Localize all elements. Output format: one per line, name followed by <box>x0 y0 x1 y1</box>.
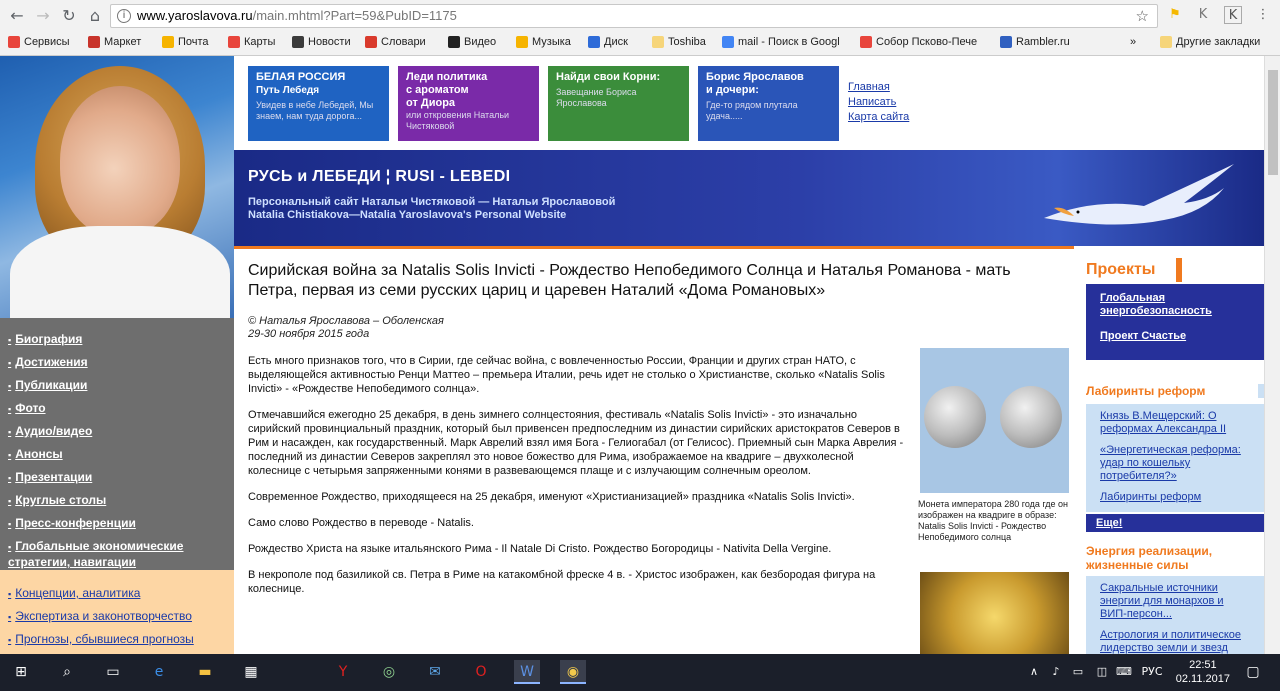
bookmark-item[interactable] <box>1130 34 1136 50</box>
menu-item[interactable]: ▪ Презентации <box>0 470 234 486</box>
energy-link[interactable]: Астрология и политическое лидерство земли и звезд <box>1100 629 1241 654</box>
menu-item[interactable]: ▪ Круглые столы <box>0 493 234 509</box>
page-scrollbar[interactable] <box>1264 56 1280 654</box>
home-icon[interactable]: ⌂ <box>89 6 101 25</box>
bookmark-item[interactable] <box>365 34 426 50</box>
volume-icon[interactable]: ♪ <box>1052 665 1060 678</box>
bookmark-item[interactable] <box>292 34 351 50</box>
bookmark-label: Собор Псково-Пече <box>876 36 978 48</box>
bookmark-favicon-icon <box>860 36 872 48</box>
author-portrait <box>0 56 234 318</box>
fresco-image <box>920 572 1069 654</box>
project-link[interactable]: Глобальная энергобезопасность <box>1100 292 1212 317</box>
reform-link[interactable]: Лабиринты реформ <box>1100 491 1202 503</box>
projects-box <box>1086 284 1264 360</box>
bookmark-favicon-icon <box>1160 36 1172 48</box>
promo-belaya-rossiya[interactable]: БЕЛАЯ РОССИЯ Путь Лебедя Увидев в небе Лебедей, Мы знаем, нам туда дорога... <box>248 66 389 141</box>
article-title: Сирийская война за Natalis Solis Invicti - Рождество Непобедимого Солнца и Наталья Романова - мать Петра, первая из семи русских цариц и царевен Наталий «Дома Романовых» <box>248 262 1011 299</box>
tray-arrow-icon[interactable]: ∧ <box>1029 665 1039 678</box>
edge-icon[interactable]: e <box>154 664 164 680</box>
link-sitemap[interactable]: Карта сайта <box>848 111 910 123</box>
bookmark-favicon-icon <box>88 36 100 48</box>
left-column <box>0 56 234 654</box>
start-icon[interactable]: ⊞ <box>15 664 27 680</box>
bookmark-item[interactable] <box>588 34 628 50</box>
paragraph: Современное Рождество, приходящееся на 25 декабря, именуют «Христианизацией» праздника «Natalis Solis Invicti». <box>248 491 855 503</box>
clock[interactable]: 22:51 02.11.2017 <box>1175 659 1230 685</box>
article-author: © Наталья Ярославова – Оболенская <box>248 315 444 327</box>
bookmark-favicon-icon <box>588 36 600 48</box>
bookmark-label: Маркет <box>104 36 142 48</box>
bookmark-flag-icon[interactable]: ⚑ <box>1169 7 1181 22</box>
bookmark-item[interactable] <box>652 34 706 50</box>
mail-icon[interactable]: ✉ <box>429 664 441 680</box>
menu-item[interactable]: ▪ Пресс-конференции <box>0 516 234 532</box>
bookmark-favicon-icon <box>1000 36 1012 48</box>
opera-icon[interactable]: O <box>475 664 487 680</box>
bookmark-label: Новости <box>308 36 351 48</box>
coin-caption: Монета императора 280 года где он изображен на квадриге в образе: Natalis Solis Invicti - Рождество Непобедимого солнца <box>918 499 1069 542</box>
promo-ledi-politika[interactable]: Леди политика с ароматом от Диора или откровения Натальи Чистяковой <box>398 66 539 141</box>
battery-icon[interactable]: ▭ <box>1072 665 1084 678</box>
bookmark-item[interactable] <box>162 34 209 50</box>
link-write[interactable]: Написать <box>848 96 897 108</box>
energy-link[interactable]: Сакральные источники энергии для монархов и ВИП-персон... <box>1100 582 1224 620</box>
menu-item[interactable]: ▪ Аудио/видео <box>0 424 234 440</box>
bookmark-favicon-icon <box>228 36 240 48</box>
bookmark-favicon-icon <box>292 36 304 48</box>
bookmarks-bar <box>0 31 1280 53</box>
yandex-icon[interactable]: Y <box>338 664 348 680</box>
menu-item[interactable]: ▪ Прогнозы, сбывшиеся прогнозы <box>0 632 234 648</box>
back-icon[interactable]: ← <box>10 6 24 25</box>
bookmark-label: Видео <box>464 36 497 48</box>
promo-boris-yaroslavov[interactable]: Борис Ярославов и дочери: Где-то рядом плутала удача..... <box>698 66 839 141</box>
extension-k-icon[interactable]: K <box>1224 6 1242 24</box>
site-banner <box>234 150 1264 246</box>
paragraph: В некрополе под базиликой св. Петра в Риме на катакомбной фреске 4 в. - Христос изображен, как безбородая фигура на колеснице. <box>248 569 876 595</box>
browser-chrome <box>0 0 1280 56</box>
menu-item[interactable]: ▪ Фото <box>0 401 234 417</box>
network-icon[interactable]: ◫ <box>1096 665 1108 678</box>
bookmark-favicon-icon <box>516 36 528 48</box>
bookmark-favicon-icon <box>162 36 174 48</box>
bookmark-favicon-icon <box>722 36 734 48</box>
project-link[interactable]: Проект Счастье <box>1100 330 1187 342</box>
menu-item[interactable]: ▪ Глобальные экономические стратегии, навигации <box>0 539 234 570</box>
scroll-thumb[interactable] <box>1268 70 1278 175</box>
forward-icon[interactable]: → <box>36 6 50 25</box>
bookmark-item[interactable] <box>228 34 275 50</box>
swan-image <box>1034 158 1244 238</box>
paragraph: Само слово Рождество в переводе - Natalis. <box>248 517 474 529</box>
bookmark-label: Почта <box>178 36 209 48</box>
menu-item[interactable]: ▪ Концепции, аналитика <box>0 586 234 602</box>
bookmark-item[interactable] <box>1160 34 1260 50</box>
task-view-icon[interactable]: ▭ <box>106 664 120 680</box>
taskbar <box>0 654 1280 691</box>
bookmark-label: Rambler.ru <box>1016 36 1070 48</box>
bookmark-favicon-icon <box>365 36 377 48</box>
bookmark-label: Диск <box>604 36 628 48</box>
search-icon[interactable]: ⌕ <box>63 664 71 680</box>
energy-list <box>1086 576 1264 654</box>
url-host: www.yaroslavova.ru <box>137 8 253 23</box>
bookmark-item[interactable] <box>1000 34 1070 50</box>
more-link[interactable]: Еще! <box>1086 514 1264 532</box>
article-date: 29-30 ноября 2015 года <box>248 328 370 340</box>
main-menu <box>0 318 234 570</box>
promo-naidi-korni[interactable]: Найди свои Корни: Завещание Бориса Ярославова <box>548 66 689 141</box>
menu-icon[interactable]: ⋮ <box>1256 7 1270 22</box>
reform-link[interactable]: «Энергетическая реформа: удар по кошельку потребителя?» <box>1100 444 1241 482</box>
paragraph: Отмечавшийся ежегодно 25 декабря, в день зимнего солнцестояния, фестиваль «Natalis Solis Invicti» - это изначально сирийский провинциальный праздник, который был привенсен предпоследним из династии сирийских аристократов Северов в Рим и насажден, как государственный. Марк Аврелий взял имя Бога - Гелиогабал (от Гелисос). Приемный сын Марка Аврелия - последний из династии Северов закреплял это новое божество для Рима, изображаемое на квадриге – двухколесной колеснице с четырьмя запряженными конями в развевающемся плаще и с излучающим солнечным ореолом. <box>248 409 904 477</box>
bookmark-star-icon[interactable]: ☆ <box>1135 7 1149 25</box>
divider <box>234 246 1074 249</box>
bookmark-item[interactable] <box>516 34 571 50</box>
paragraph: Есть много признаков того, что в Сирии, где сейчас война, с вовлеченностью России, Франции и других стран НАТО, с выделяющейся активностью Ренци Маттео – премьера Италии, речь идет не столько о Христианстве, сколько «Natalis Solis Invicti» - «Рождестве Непобедимого солнца». <box>248 355 885 395</box>
bookmark-favicon-icon <box>652 36 664 48</box>
keyboard-icon[interactable]: ⌨ <box>1116 665 1132 678</box>
info-icon[interactable]: i <box>117 9 131 23</box>
bookmark-item[interactable] <box>8 34 70 50</box>
menu-item[interactable]: ▪ Публикации <box>0 378 234 394</box>
top-links <box>848 80 909 125</box>
bookmark-label: Сервисы <box>24 36 70 48</box>
bookmark-label: Карты <box>244 36 276 48</box>
paragraph: Рождество Христа на языке итальянского Рима - Il Natale Di Cristo. Рождество Богородицы - Nativita Della Vergine. <box>248 543 832 555</box>
site-title: РУСЬ и ЛЕБЕДИ ¦ RUSI - LEBEDI <box>248 168 511 185</box>
bookmark-item[interactable] <box>722 34 840 50</box>
bookmark-label: Музыка <box>532 36 571 48</box>
file-explorer-icon[interactable]: ▬ <box>198 664 212 680</box>
site-subtitle-ru: Персональный сайт Натальи Чистяковой — Натальи Ярославовой <box>248 196 616 208</box>
coin-reverse <box>1000 386 1062 448</box>
menu-item[interactable]: ▪ Экспертиза и законотворчество <box>0 609 234 625</box>
reforms-heading: Лабиринты реформ <box>1086 384 1264 398</box>
bookmark-favicon-icon <box>448 36 460 48</box>
menu-item[interactable]: ▪ Анонсы <box>0 447 234 463</box>
store-icon[interactable]: ▦ <box>244 664 258 680</box>
top-promos <box>234 56 1264 150</box>
notifications-icon[interactable]: ▢ <box>1246 664 1260 680</box>
address-bar[interactable] <box>110 4 1158 28</box>
chrome-icon[interactable]: ◉ <box>560 660 586 684</box>
menu-item[interactable]: ▪ Достижения <box>0 355 234 371</box>
projects-heading: Проекты <box>1082 258 1182 282</box>
coin-obverse <box>924 386 986 448</box>
reload-icon[interactable]: ↻ <box>62 6 76 25</box>
reform-link[interactable]: Князь В.Мещерский: О реформах Александра II <box>1100 410 1227 435</box>
energy-heading: Энергия реализации, жизненные силы <box>1086 544 1213 572</box>
extension-icon[interactable]: K <box>1198 7 1208 22</box>
bookmark-item[interactable] <box>88 34 141 50</box>
reforms-list <box>1086 404 1264 512</box>
site-subtitle-en: Natalia Chistiakova—Natalia Yaroslavova's Personal Website <box>248 209 567 221</box>
secondary-menu <box>0 576 234 654</box>
bookmark-favicon-icon <box>8 36 20 48</box>
bookmark-label: Другие закладки <box>1176 36 1261 48</box>
bookmark-label: » <box>1130 36 1137 48</box>
bookmark-label: mail - Поиск в Googl <box>738 36 840 48</box>
bookmark-item[interactable] <box>860 34 977 50</box>
url-path: /main.mhtml?Part=59&PubID=1175 <box>252 8 457 23</box>
menu-item[interactable]: ▪ Биография <box>0 332 234 348</box>
right-column <box>1082 254 1264 654</box>
bookmark-label: Словари <box>381 36 426 48</box>
lang-indicator[interactable]: РУС <box>1141 665 1163 678</box>
link-home[interactable]: Главная <box>848 81 890 93</box>
word-icon[interactable]: W <box>514 660 540 684</box>
coin-image <box>920 348 1069 493</box>
app-icon[interactable]: ◎ <box>382 664 396 680</box>
web-page <box>0 56 1264 654</box>
bookmark-item[interactable] <box>448 34 496 50</box>
bookmark-label: Toshiba <box>668 36 706 48</box>
